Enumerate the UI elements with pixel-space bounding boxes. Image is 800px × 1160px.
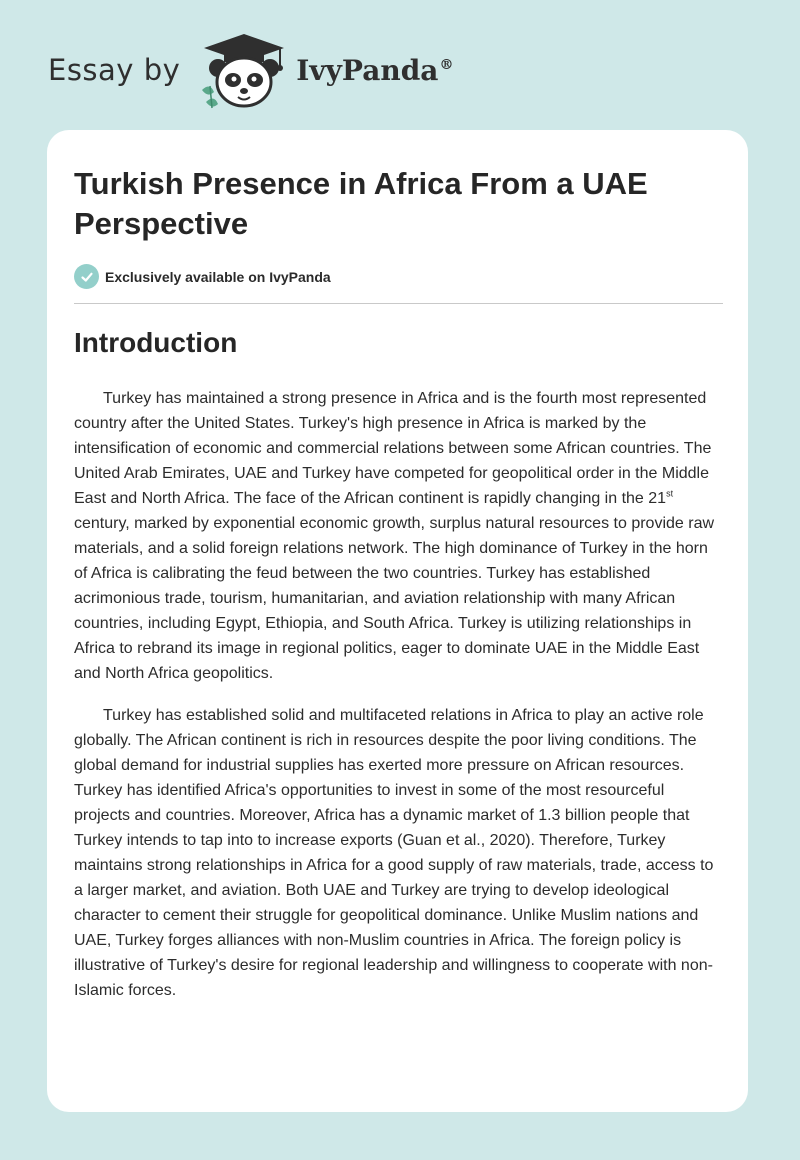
article-card (47, 130, 748, 1112)
page-title: Turkish Presence in Africa From a UAE Perspective (74, 166, 648, 241)
essay-by-label: Essay by (48, 53, 181, 87)
registered-mark: ® (439, 57, 454, 74)
exclusive-badge-label: Exclusively available on IvyPanda (105, 268, 331, 285)
ivypanda-logo-icon[interactable] (196, 30, 292, 110)
section-heading: Introduction (74, 327, 238, 358)
site-header (48, 30, 453, 110)
paragraph-1: Turkey has maintained a strong presence in Africa and is the fourth most represented country after the United States. Turkey's high presence in Africa is marked by the intensification of economic and commercial relations between some African countries. The United Arab Emirates, UAE and Turkey have competed for geopolitical order in the Middle East and North Africa. The face of the African continent is rapidly changing in the 21st century, marked by exponential economic growth, surplus natural resources to provide raw materials, and a solid foreign relations network. The high dominance of Turkey in the horn of Africa is calibrating the feud between the two countries. Turkey has established acrimonious trade, tourism, humanitarian, and aviation relationship with many African countries, including Egypt, Ethiopia, and South Africa. Turkey is utilizing relationships in Africa to rebrand its image in regional politics, eager to dominate UAE in the Middle East and North Africa geopolitics. (74, 390, 715, 682)
divider (74, 303, 723, 304)
checkmark-icon (74, 264, 99, 289)
paragraph-2: Turkey has established solid and multifaceted relations in Africa to play an active role globally. The African continent is rich in resources despite the poor living conditions. The global demand for industrial supplies has exerted more pressure on African resources. Turkey has identified Africa's opportunities to invest in some of the most resourceful projects and countries. Moreover, Africa has a dynamic market of 1.3 billion people that Turkey intends to tap into to increase exports (Guan et al., 2020). Therefore, Turkey maintains strong relationships in Africa for a good supply of raw materials, trade, access to a larger market, and aviation. Both UAE and Turkey are trying to develop ideological character to cement their struggle for geopolitical dominance. Unlike Muslim nations and UAE, Turkey forges alliances with non-Muslim countries in Africa. The foreign policy is illustrative of Turkey's desire for regional leadership and willingness to cooperate with non-Islamic forces. (74, 707, 714, 999)
brand-name[interactable]: IvyPanda® (296, 53, 454, 87)
exclusive-badge (74, 264, 331, 289)
article-body (74, 386, 724, 1020)
